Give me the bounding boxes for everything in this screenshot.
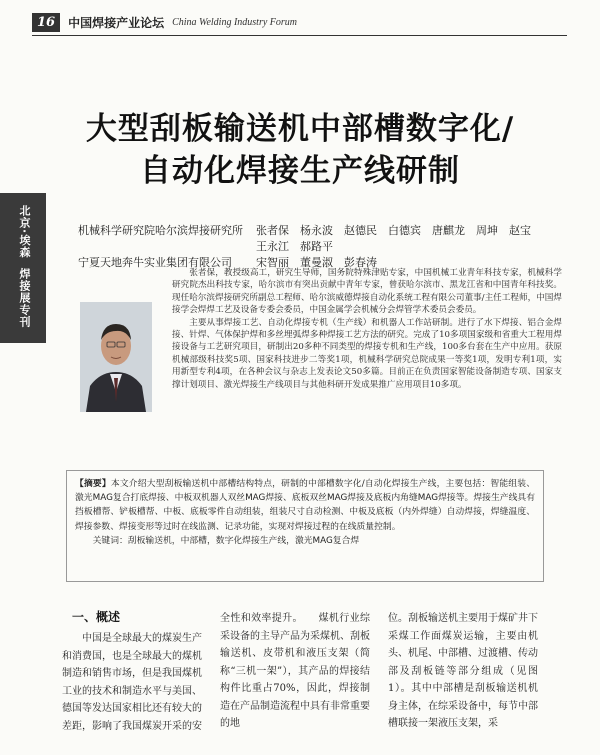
body-column-3	[388, 610, 538, 733]
header-divider	[32, 35, 567, 36]
title-line-2: 自动化焊接生产线研制	[140, 153, 460, 189]
section-heading: 一、概述	[72, 610, 121, 624]
journal-title-en: China Welding Industry Forum	[172, 16, 298, 28]
body-column-1	[62, 630, 202, 735]
bio-paragraph: 张者保，教授级高工，研究生导师，国务院特殊津贴专家，中国机械工业青年科技专家，机械科学研究院杰出科技专家，哈尔滨市有突出贡献中青年专家，曾获哈尔滨市、黑龙江省和中国青年科技奖。现任哈尔滨焊接研究所副总工程师、哈尔滨威德焊接自动化系统工程有限公司董事/主任工程师，中国焊接学会焊焊工艺及设备专委会委员，中国金属学会机械分会焊管学术委员会委员。	[172, 268, 562, 316]
affiliation-1: 机械科学研究院哈尔滨焊接研究所	[78, 224, 243, 237]
author-names-1b: 王永江 郝路平	[256, 240, 333, 253]
body-text: 全性和效率提升。 煤机行业综采设备的主导产品为采煤机、刮板输送机、皮带机和液压支架（简称“三机一架”），其产品的焊接结构件比重占70%，因此，焊接制造在产品制造流程中具有非常重要的地	[220, 613, 370, 729]
author-names-2: 宋智丽 董曼淑 彭春涛	[256, 256, 377, 269]
journal-title-cn: 中国焊接产业论坛	[68, 15, 165, 30]
sidebar-label-top: 北京·埃森	[18, 205, 31, 259]
body-column-2	[220, 610, 370, 733]
bio-paragraph: 主要从事焊接工艺、自动化焊接专机（生产线）和机器人工作站研制。进行了水下焊接、铝合金焊接、针焊、气体保护焊和多丝埋弧焊多种焊接工艺方法的研究。完成了10多项国家级和省重大工程用焊接设备与工艺研究项目，研制出20多种不同类型的焊接专机和生产线，100多台套在生产中应用。获原机械部级科技奖5项、国家科技进步二等奖1项，机械科学研究总院成果一等奖1项，发明专利1项，实用新型专利4项，在各种会议与杂志上发表论文50多篇。目前正在负责国家智能设备制造专项、国家支撑计划项目、激光焊接生产线项目与其他科研开发成果推广应用项目10多项。	[172, 317, 562, 390]
author-names-1: 张者保 杨永波 赵德民 白德宾 唐麒龙 周坤 赵宝	[256, 224, 531, 237]
abstract-box	[66, 470, 544, 582]
abstract-text: 本文介绍大型刮板输送机中部槽结构特点，研制的中部槽数字化/自动化焊接生产线，主要包括：智能组装、激光MAG复合打底焊接、中板双机器人双丝MAG焊接、底板双丝MAG焊接及底板内角缝MAG焊接等。焊接生产线具有挡板槽帮、铲板槽帮、中板、底板零件自动组装，组装尺寸自动检测、中板及底板（内外焊缝）自动焊接，焊缝温度、焊接参数、焊接变形等过时在线监测、记录功能，实现对焊接过程的在线质量控制。	[75, 479, 535, 532]
page-number: 16	[32, 13, 60, 32]
author-photo	[80, 302, 152, 412]
body-text: 位。刮板输送机主要用于煤矿井下采煤工作面煤炭运输，主要由机头、机尾、中部槽、过渡槽、传动部及刮板链等部分组成（见图1）。其中中部槽是刮板输送机机身主体，在综采设备中，每节中部槽联接一架液压支架，采	[388, 613, 538, 729]
title-line-1: 大型刮板输送机中部槽数字化/	[85, 111, 515, 147]
body-text: 中国是全球最大的煤炭生产和消费国，也是全球最大的煤机制造和销售市场，但是我国煤机工业的技术和制造水平与美国、德国等发达国家相比还有较大的差距，影响了我国煤炭开采的安	[62, 633, 202, 732]
affiliation-2: 宁夏天地奔牛实业集团有限公司	[78, 256, 232, 269]
page-header	[32, 10, 562, 34]
article-title	[40, 108, 560, 192]
abstract-label: 【摘要】	[75, 479, 111, 489]
author-bio	[172, 267, 562, 391]
keywords-text: 刮板输送机，中部槽，数字化焊接生产线，激光MAG复合焊	[127, 535, 360, 546]
sidebar-label-bottom: 焊接展专刊	[18, 268, 31, 328]
keywords-label: 关键词：	[92, 535, 128, 546]
